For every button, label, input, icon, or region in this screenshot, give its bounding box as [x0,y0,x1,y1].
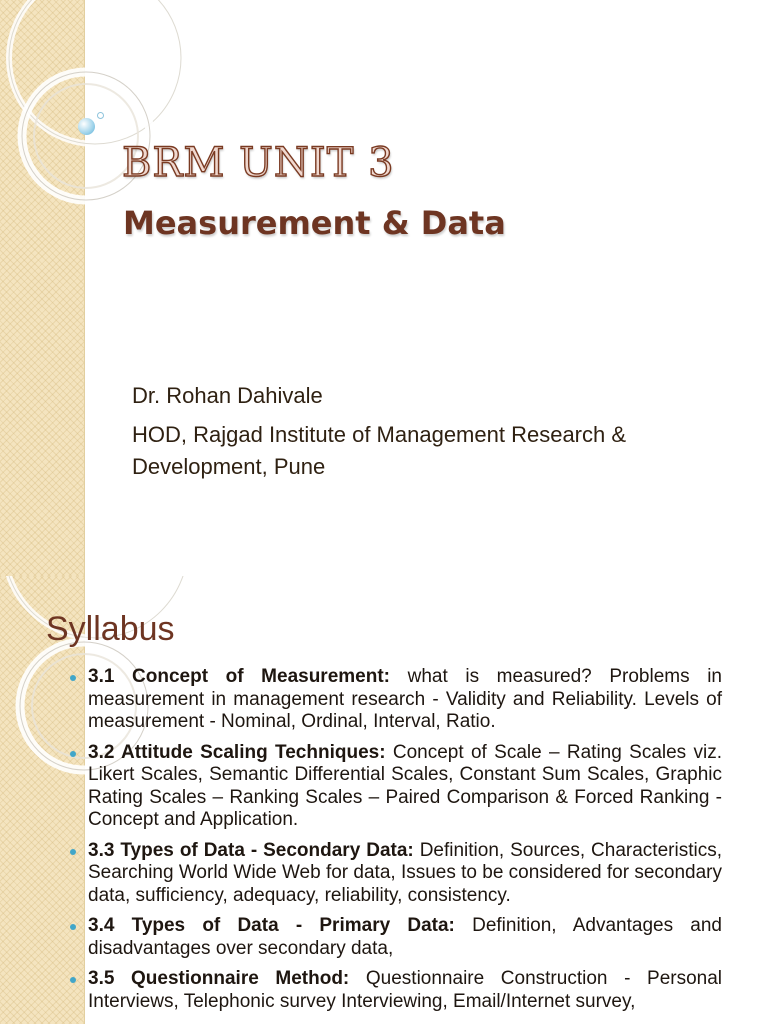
syllabus-list [88,666,722,1021]
syllabus-item-text: Definition, Sources, Characteristics, Searching World Wide Web for data, Issues to be considered for secondary data, sufficiency, adequacy, reliability, consistency. [88,839,723,906]
syllabus-item-heading: 3.5 Questionnaire Method: [88,968,350,989]
syllabus-item [88,742,722,832]
syllabus-item [88,915,722,960]
syllabus-item-heading: 3.3 Types of Data - Secondary Data: [88,839,414,861]
syllabus-item-heading: 3.1 Concept of Measurement: [88,666,390,687]
syllabus-item [88,840,722,908]
syllabus-title: Syllabus [46,610,175,648]
syllabus-item [88,666,722,734]
syllabus-slide [0,576,768,1024]
syllabus-item-text: Definition, Advantages and disadvantages over secondary data, [88,915,722,959]
swirl-decoration-icon [0,0,160,576]
slide-title: BRM UNIT 3 [122,140,395,186]
syllabus-item-text: Concept of Scale – Rating Scales viz. Likert Scales, Semantic Differential Scales, Constant Sum Scales, Graphic Rating Scales – Ranking Scales – Paired Comparison & Forced Ranking - Concept and Application. [88,741,723,830]
author-block [132,380,732,483]
author-affiliation: HOD, Rajgad Institute of Management Research & Development, Pune [132,422,627,479]
syllabus-item-heading: 3.4 Types of Data - Primary Data: [88,915,455,936]
author-name: Dr. Rohan Dahivale [132,383,323,408]
bubble-icon [78,118,95,135]
slide-subtitle: Measurement & Data [123,204,506,242]
syllabus-item [88,968,722,1013]
syllabus-item-text: what is measured? Problems in measurement in management research - Validity and Reliability. Levels of measurement - Nominal, Ordinal, Interval, Ratio. [88,666,722,732]
syllabus-item-heading: 3.2 Attitude Scaling Techniques: [88,741,386,763]
syllabus-item-text: Questionnaire Construction - Personal Interviews, Telephonic survey Interviewing, Email/Internet survey, [88,968,723,1012]
small-bubble-icon [97,112,104,119]
